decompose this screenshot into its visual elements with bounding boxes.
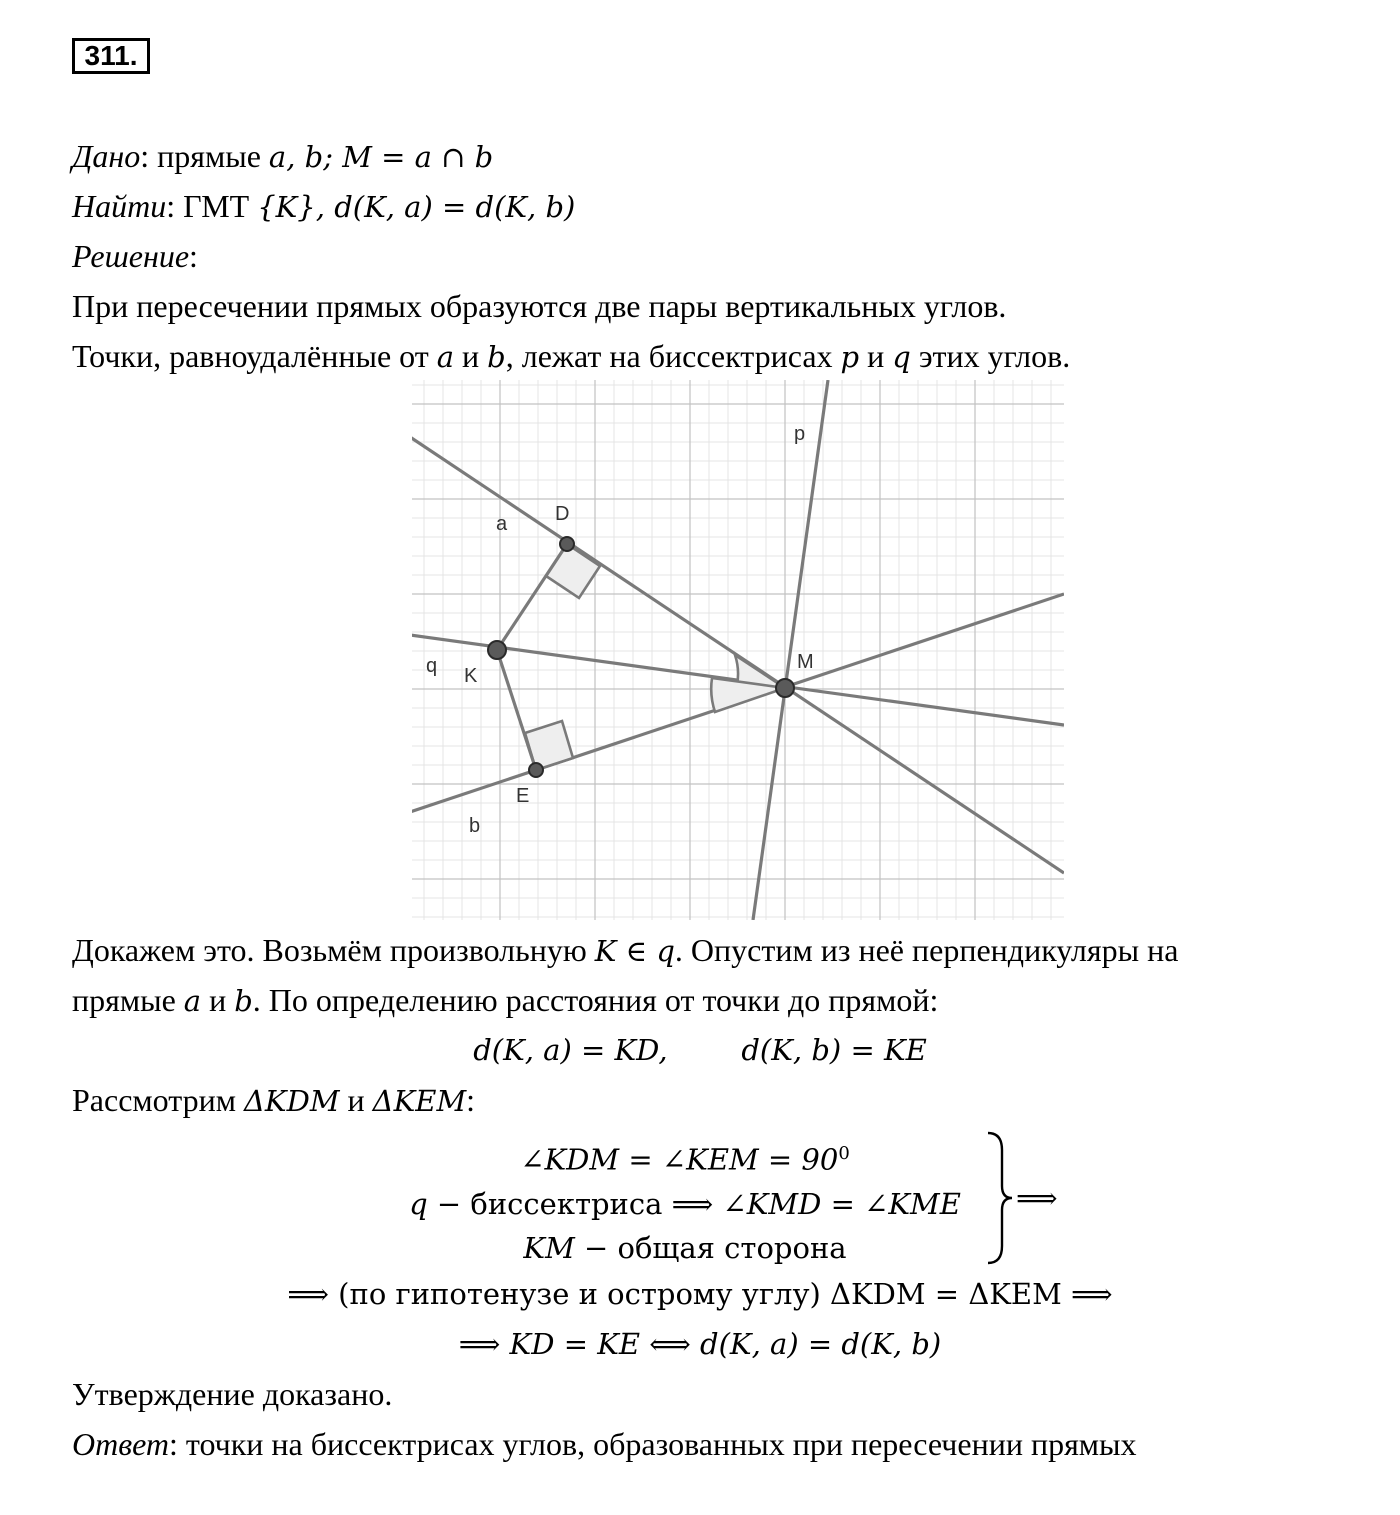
paragraph-4 <box>72 980 938 1021</box>
geometry-figure <box>412 380 1064 920</box>
find-text: ГМТ <box>183 188 258 224</box>
answer-text: точки на биссектрисах углов, образованных при пересечении прямых <box>185 1426 1137 1462</box>
given-label: Дано <box>72 138 141 174</box>
paragraph-5 <box>72 1080 475 1121</box>
system-line-3-text: − общая сторона <box>574 1230 847 1265</box>
p5-text-2: и <box>339 1082 373 1118</box>
find-math: {K}, d(K, a) = d(K, b) <box>257 190 576 224</box>
p2-math-a: a <box>436 340 455 374</box>
equation-distances: d(K, a) = KD, d(K, b) = KE <box>473 1033 927 1067</box>
given-line <box>72 136 493 177</box>
system-line-3 <box>380 1226 990 1270</box>
p2-text-1: Точки, равноудалённые от <box>72 338 437 374</box>
p4-text-2: и <box>201 982 235 1018</box>
right-angle-D <box>546 544 600 598</box>
system-line-2-text: − биссектриса ⟹ <box>427 1186 723 1221</box>
system-line-3-math: KM <box>523 1230 575 1265</box>
p5-text-3: : <box>466 1082 476 1118</box>
proved-line: Утверждение доказано. <box>72 1376 393 1412</box>
label-M: M <box>797 651 814 673</box>
p2-math-p: p <box>840 340 860 374</box>
point-M <box>776 679 794 697</box>
right-brace <box>984 1130 1016 1266</box>
p2-math-b: b <box>487 340 506 374</box>
equation-congruence-text: ⟹ (по гипотенузе и острому углу) ΔKDM = ΔKEM ⟹ <box>287 1277 1113 1311</box>
label-E: E <box>516 785 530 807</box>
label-a: a <box>496 513 508 535</box>
find-line <box>72 186 575 227</box>
p4-text-1: прямые <box>72 982 184 1018</box>
solution-colon: : <box>189 238 198 274</box>
answer-label: Ответ <box>72 1426 169 1462</box>
p2-text-3: , лежат на биссектрисах <box>505 338 841 374</box>
p3-text-2: . Опустим из неё перпендикуляры на <box>674 932 1179 968</box>
label-b: b <box>469 815 481 837</box>
equation-conclusion: ⟹ KD = KE ⟺ d(K, a) = d(K, b) <box>458 1327 942 1361</box>
segment-KE <box>497 650 536 770</box>
problem-number: 311. <box>72 38 150 74</box>
p4-text-3: . По определению расстояния от точки до прямой: <box>252 982 939 1018</box>
p3-math: K ∈ q <box>594 934 675 968</box>
p2-math-q: q <box>892 340 911 374</box>
p2-text-2: и <box>454 338 488 374</box>
system-of-conditions <box>380 1132 990 1270</box>
p5-math-1: ΔKDM <box>243 1084 340 1118</box>
line-a <box>412 437 1064 873</box>
given-sep: : <box>140 138 158 174</box>
point-K <box>488 641 506 659</box>
paragraph-2 <box>72 336 1070 377</box>
p2-text-5: этих углов. <box>910 338 1071 374</box>
system-line-2-math: ∠KMD = ∠KME <box>722 1186 961 1221</box>
answer-line <box>72 1424 1137 1464</box>
solution-line <box>72 236 198 276</box>
system-implies: ⟹ <box>1016 1181 1058 1215</box>
point-E <box>529 763 543 777</box>
p4-math-b: b <box>234 984 253 1018</box>
system-line-1-sup: 0 <box>838 1143 850 1164</box>
given-math: a, b; M = a ∩ b <box>268 140 494 174</box>
answer-sep: : <box>169 1426 186 1462</box>
point-D <box>560 537 574 551</box>
paragraph-3 <box>72 930 1178 971</box>
find-label: Найти <box>72 188 167 224</box>
system-line-2 <box>380 1182 990 1226</box>
system-line-2-q: q <box>409 1186 428 1221</box>
find-sep: : <box>166 188 184 224</box>
paragraph-1: При пересечении прямых образуются две пары вертикальных углов. <box>72 288 1007 324</box>
given-text: прямые <box>157 138 269 174</box>
p5-math-2: ΔKEM <box>372 1084 467 1118</box>
p2-text-4: и <box>859 338 893 374</box>
solution-label: Решение <box>72 238 190 274</box>
label-q: q <box>426 655 438 677</box>
system-line-1-math: ∠KDM = ∠KEM = 90 <box>520 1142 839 1177</box>
label-K: K <box>464 665 478 687</box>
label-D: D <box>555 503 570 525</box>
system-line-1 <box>380 1132 990 1182</box>
p4-math-a: a <box>183 984 202 1018</box>
p3-text-1: Докажем это. Возьмём произвольную <box>72 932 595 968</box>
p5-text-1: Рассмотрим <box>72 1082 244 1118</box>
equation-congruence <box>0 1274 1400 1315</box>
label-p: p <box>794 423 806 445</box>
